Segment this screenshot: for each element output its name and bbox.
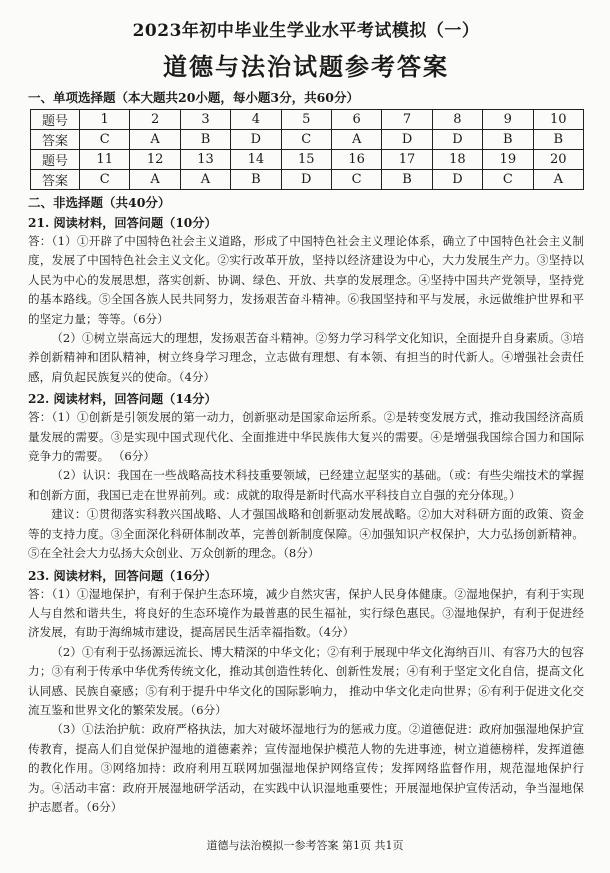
question-number-cell: 12	[130, 150, 180, 170]
answer-cell: B	[231, 170, 281, 190]
answer-cell: D	[432, 130, 482, 150]
table-row	[31, 170, 584, 190]
section1-heading: 一、单项选择题（本大题共20小题，每小题3分，共60分）	[28, 90, 359, 105]
question-number-cell: 16	[331, 150, 381, 170]
document-title: 道德与法治试题参考答案	[163, 52, 449, 81]
answer-cell: B	[483, 130, 533, 150]
question-number-cell: 11	[80, 150, 130, 170]
answer-cell: C	[80, 130, 130, 150]
answer-cell: A	[130, 170, 180, 190]
table-row	[31, 130, 584, 150]
answer-cell: A	[180, 170, 230, 190]
answer-cell: C	[331, 170, 381, 190]
question-number-cell: 2	[130, 110, 180, 130]
answer-cell: C	[80, 170, 130, 190]
table-row	[31, 110, 584, 130]
answer-cell: D	[432, 170, 482, 190]
exam-title: 2023年初中毕业生学业水平考试模拟（一）	[132, 21, 480, 41]
question-number-cell: 19	[483, 150, 533, 170]
q22-answer-3: 建议：①贯彻落实科教兴国战略、人才强国战略和创新驱动发展战略。②加大对科研方面的政策、资金等的支持力度。③全面深化科研体制改革，完善创新制度保障。④加强知识产权保护，大力弘扬创新精神。⑤在全社会大力弘扬大众创业、万众创新的理念。（8分）	[28, 507, 584, 561]
answer-cell: A	[533, 170, 583, 190]
question-number-cell: 10	[533, 110, 583, 130]
answer-cell: B	[180, 130, 230, 150]
question-number-cell: 9	[483, 110, 533, 130]
q22-answer-1: 答：（1）①创新是引领发展的第一动力，创新驱动是国家命运所系。②是转变发展方式，推动我国经济高质量发展的需要。③是实现中国式现代化、全面推进中华民族伟大复兴的需要。④是增强我国综合国力和国际竞争力的需要。 （6分）	[28, 410, 584, 464]
question-number-cell: 15	[281, 150, 331, 170]
table-row	[31, 150, 584, 170]
answer-cell: C	[281, 130, 331, 150]
answer-table	[30, 109, 584, 190]
q23-answer-2: （2）①有利于弘扬源远流长、博大精深的中华文化；②有利于展现中华文化海纳百川、有容乃大的包容力；③有利于传承中华优秀传统文化，推动其创造性转化、创新性发展；④有利于坚定文化自信，提高文化认同感、民族自豪感；⑤有利于提升中华文化的国际影响力， 推动中华文化走向世界；⑥有利于促进文化交流互鉴和世界文化的繁荣发展。（6分）	[28, 644, 584, 717]
question-number-cell: 14	[231, 150, 281, 170]
answer-cell: A	[331, 130, 381, 150]
question-number-cell: 20	[533, 150, 583, 170]
question-number-cell: 13	[180, 150, 230, 170]
question-number-cell: 17	[382, 150, 432, 170]
answer-cell: D	[382, 130, 432, 150]
answer-cell: A	[130, 130, 180, 150]
question-number-cell: 3	[180, 110, 230, 130]
question-number-cell: 18	[432, 150, 482, 170]
row-label: 答案	[31, 130, 80, 150]
question-number-cell: 5	[281, 110, 331, 130]
question-number-cell: 6	[331, 110, 381, 130]
question-number-cell: 7	[382, 110, 432, 130]
question-number-cell: 1	[80, 110, 130, 130]
q22-answer-2: （2）认识：我国在一些战略高技术科技重要领域，已经建立起坚实的基础。（或：有些尖端技术的掌握和创新方面，我国已走在世界前列。或：成就的取得是新时代高水平科技自立自强的充分体现。）	[28, 468, 584, 502]
q21-answer-2: （2）①树立崇高远大的理想，发扬艰苦奋斗精神。②努力学习科学文化知识，全面提升自身素质。③培养创新精神和团队精神，树立终身学习理念，立志做有理想、有本领、有担当的时代新人。④增强社会责任感，肩负起民族复兴的使命。（4分）	[28, 331, 584, 384]
q21-title: 21. 阅读材料，回答问题（10分）	[28, 216, 217, 230]
row-label: 题号	[31, 110, 80, 130]
answer-cell: D	[281, 170, 331, 190]
section2-heading: 二、非选择题（共40分）	[28, 195, 171, 210]
q21-answer-1: 答：（1）①开辟了中国特色社会主义道路，形成了中国特色社会主义理论体系，确立了中国特色社会主义制度，发展了中国特色社会主义文化。②实行改革开放，坚持以经济建设为中心，大力发展生产力。③坚持以人民为中心的发展思想，落实创新、协调、绿色、开放、共享的发展理念。④坚持中国共产党领导，坚持党的基本路线。⑤全国各族人民共同努力，发扬艰苦奋斗精神。⑥我国坚持和平与发展，永远做维护世界和平的坚定力量；等等。（6分）	[28, 234, 584, 326]
q23-answer-3: （3）①法治护航：政府严格执法，加大对破坏湿地行为的惩戒力度。②道德促进：政府加强湿地保护宣传教育，提高人们自觉保护湿地的道德素养；宣传湿地保护模范人物的先进事迹，树立道德榜样，发挥道德的教化作用。③网络加持：政府利用互联网加强湿地保护网络宣传；发挥网络监督作用，规范湿地保护行为。④活动丰富：政府开展湿地研学活动，在实践中认识湿地重要性；开展湿地保护宣传活动，争当湿地保护志愿者。（6分）	[28, 722, 584, 814]
row-label: 题号	[31, 150, 80, 170]
row-label: 答案	[31, 170, 80, 190]
answer-cell: C	[483, 170, 533, 190]
question-number-cell: 8	[432, 110, 482, 130]
answer-cell: B	[533, 130, 583, 150]
q23-answer-1: 答：（1）①湿地保护，有利于保护生态环境，减少自然灾害，保护人民身体健康。②湿地保护，有利于实现人与自然和谐共生，将良好的生态环境作为最普惠的民生福祉，实行绿色惠民。③湿地保护，有利于促进经济发展，有助于海绵城市建设，提高居民生活幸福指数。（4分）	[28, 586, 584, 640]
question-number-cell: 4	[231, 110, 281, 130]
answer-cell: B	[382, 170, 432, 190]
page-footer: 道德与法治模拟一参考答案 第1页 共1页	[206, 839, 404, 852]
q22-title: 22. 阅读材料，回答问题（14分）	[28, 392, 217, 407]
q23-title: 23. 阅读材料，回答问题（16分）	[28, 568, 217, 583]
answer-cell: D	[231, 130, 281, 150]
